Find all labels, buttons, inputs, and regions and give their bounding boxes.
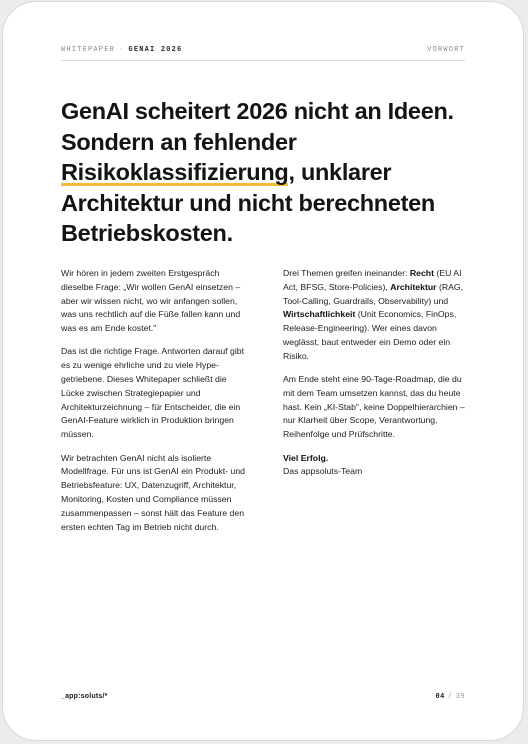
left-paragraph-2: Das ist die richtige Frage. Antworten darauf gibt es zu wenige ehrliche und zu viele Hype-getriebene. Dieses Whitepaper schließt die Lücke zwischen Strategiepapier und Architekturzeichnung – für Entscheider, die ein GenAI-Feature wirklich in Produktion bringen müssen. — [61, 346, 245, 440]
page-total: 39 — [455, 693, 465, 701]
topic-wirtschaftlichkeit-detail: (Unit Economics, FinOps, Release-Engineering). Wer eines davon weglässt, baut entweder ein Demo oder ein Risiko. — [283, 309, 457, 361]
signoff-team: Das appsoluts-Team — [283, 466, 363, 477]
header-title: GENAI 2026 — [128, 46, 183, 54]
page-current: 04 — [435, 693, 445, 701]
left-paragraph-3: Wir betrachten GenAI nicht als isolierte Modellfrage. Für uns ist GenAI ein Produkt- und Betriebsfeature: UX, Datenzugriff, Architektur, Monitoring, Kosten und Compliance müssen zusammenpassen – sonst hält das Feature den ersten echten Tag im Betrieb nicht durch. — [61, 452, 245, 532]
signoff-greeting: Viel Erfolg. — [283, 452, 329, 463]
right-paragraph-1 — [283, 267, 471, 364]
company-logo: _app:soluts/* — [61, 693, 108, 700]
left-column — [61, 267, 249, 544]
header-separator: · — [119, 46, 125, 54]
topics-intro: Drei Themen greifen ineinander: — [283, 268, 410, 278]
page-header — [61, 46, 465, 60]
headline-highlight: Risikoklassifizierung — [61, 159, 289, 185]
topic-wirtschaftlichkeit: Wirtschaftlichkeit — [283, 309, 356, 320]
topic-recht-detail: (EU AI Act, BFSG, Store-Policies), — [283, 268, 462, 292]
topic-recht: Recht — [409, 268, 434, 278]
right-column — [283, 267, 471, 489]
headline-part1: GenAI scheitert 2026 nicht an Ideen. Sondern an fehlender — [61, 98, 454, 155]
header-left — [61, 46, 182, 54]
topic-architektur-detail: (RAG, Tool-Calling, Guardrails, Observability) und — [283, 281, 464, 306]
page-number — [435, 693, 465, 701]
header-section: WHITEPAPER — [61, 46, 116, 54]
topic-architektur: Architektur — [390, 281, 437, 292]
signoff — [283, 452, 471, 480]
header-divider — [61, 60, 465, 61]
page-separator: / — [447, 693, 453, 701]
page-headline — [61, 96, 481, 249]
document-page — [2, 1, 524, 741]
right-paragraph-2: Am Ende steht eine 90-Tage-Roadmap, die du mit dem Team umsetzen kannst, das du heute hast. Kein „KI-Stab", keine Doppelhierarchien – nur Klarheit über Scope, Verantwortung, Reihenfolge und Prüfschritte. — [283, 374, 465, 440]
header-chapter: VORWORT — [427, 46, 465, 54]
headline-part2: , unklarer Architektur und nicht berechneten Betriebskosten. — [61, 159, 435, 246]
left-paragraph-1: Wir hören in jedem zweiten Erstgespräch dieselbe Frage: „Wir wollen GenAI einsetzen – aber wir wissen nicht, wo wir anfangen sollen, was uns rechtlich auf die Füße fallen kann und was es am Ende kostet." — [61, 268, 241, 334]
